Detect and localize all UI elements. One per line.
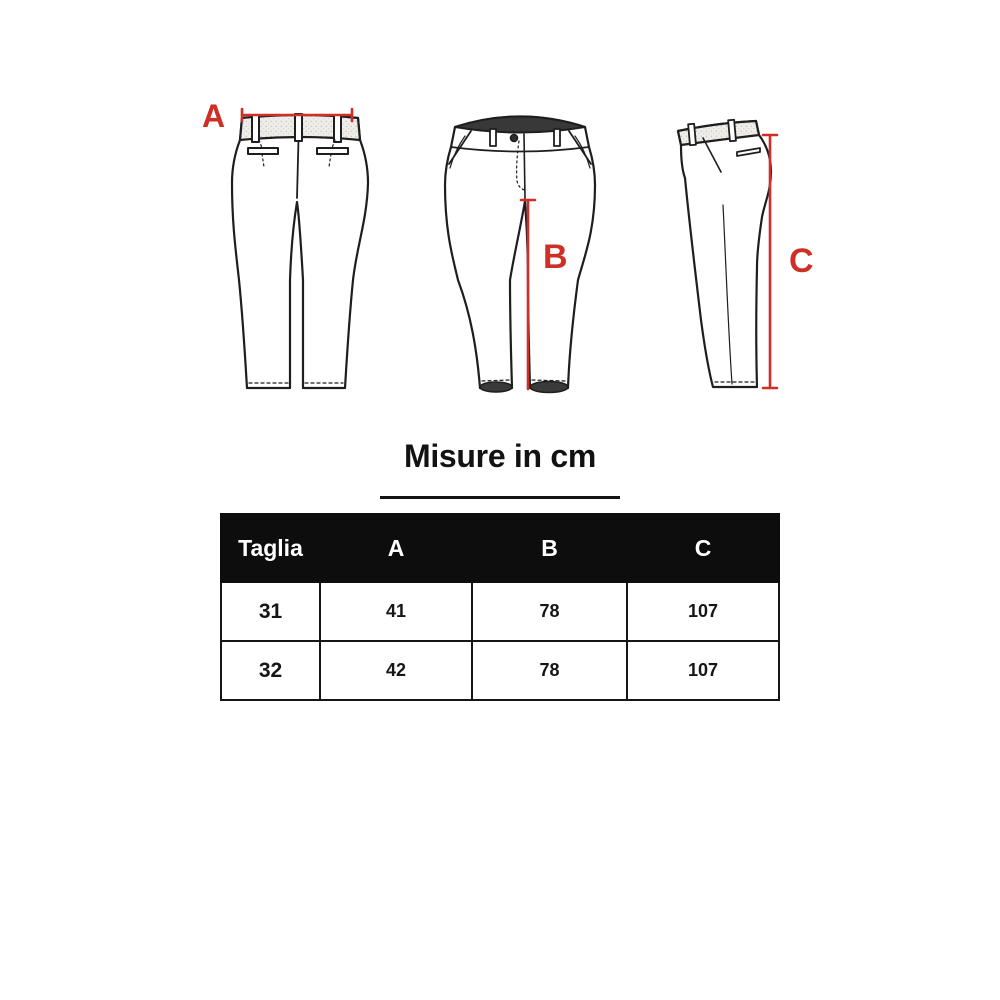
header-b: B — [472, 514, 627, 582]
header-taglia: Taglia — [221, 514, 320, 582]
header-a: A — [320, 514, 472, 582]
title-underline — [380, 496, 620, 499]
table-row-size-31 — [221, 582, 779, 641]
size-table-header-row — [221, 514, 779, 582]
pants-back-silhouette — [232, 115, 368, 388]
pants-back-view-drawing — [195, 95, 380, 415]
hem-opening-dark — [480, 382, 512, 392]
waistband-inner-dark — [455, 117, 585, 133]
belt-loop — [252, 115, 259, 142]
belt-loop — [295, 114, 302, 141]
table-row-size-32 — [221, 641, 779, 700]
belt-loop — [490, 129, 496, 146]
back-pocket-welt — [248, 148, 278, 154]
waist-button — [510, 134, 517, 141]
hem-opening-dark — [530, 382, 568, 393]
measurement-label-c: C — [789, 242, 814, 280]
size-table — [220, 513, 780, 701]
cell-taglia: 31 — [221, 582, 320, 641]
header-c: C — [627, 514, 779, 582]
belt-loop — [728, 120, 736, 141]
pants-front-silhouette — [445, 117, 595, 389]
cell-c: 107 — [627, 641, 779, 700]
pants-side-silhouette — [678, 121, 771, 387]
cell-b: 78 — [472, 641, 627, 700]
cell-taglia: 32 — [221, 641, 320, 700]
measurement-label-a: A — [202, 98, 226, 134]
back-pocket-welt — [317, 148, 348, 154]
measurement-label-b: B — [543, 238, 568, 276]
belt-loop — [334, 115, 341, 142]
page-title: Misure in cm — [403, 438, 596, 474]
belt-loop — [554, 129, 560, 146]
cell-a: 41 — [320, 582, 472, 641]
cell-b: 78 — [472, 582, 627, 641]
pants-front-view-drawing — [435, 100, 620, 410]
cell-a: 42 — [320, 641, 472, 700]
belt-loop — [688, 124, 696, 145]
cell-c: 107 — [627, 582, 779, 641]
